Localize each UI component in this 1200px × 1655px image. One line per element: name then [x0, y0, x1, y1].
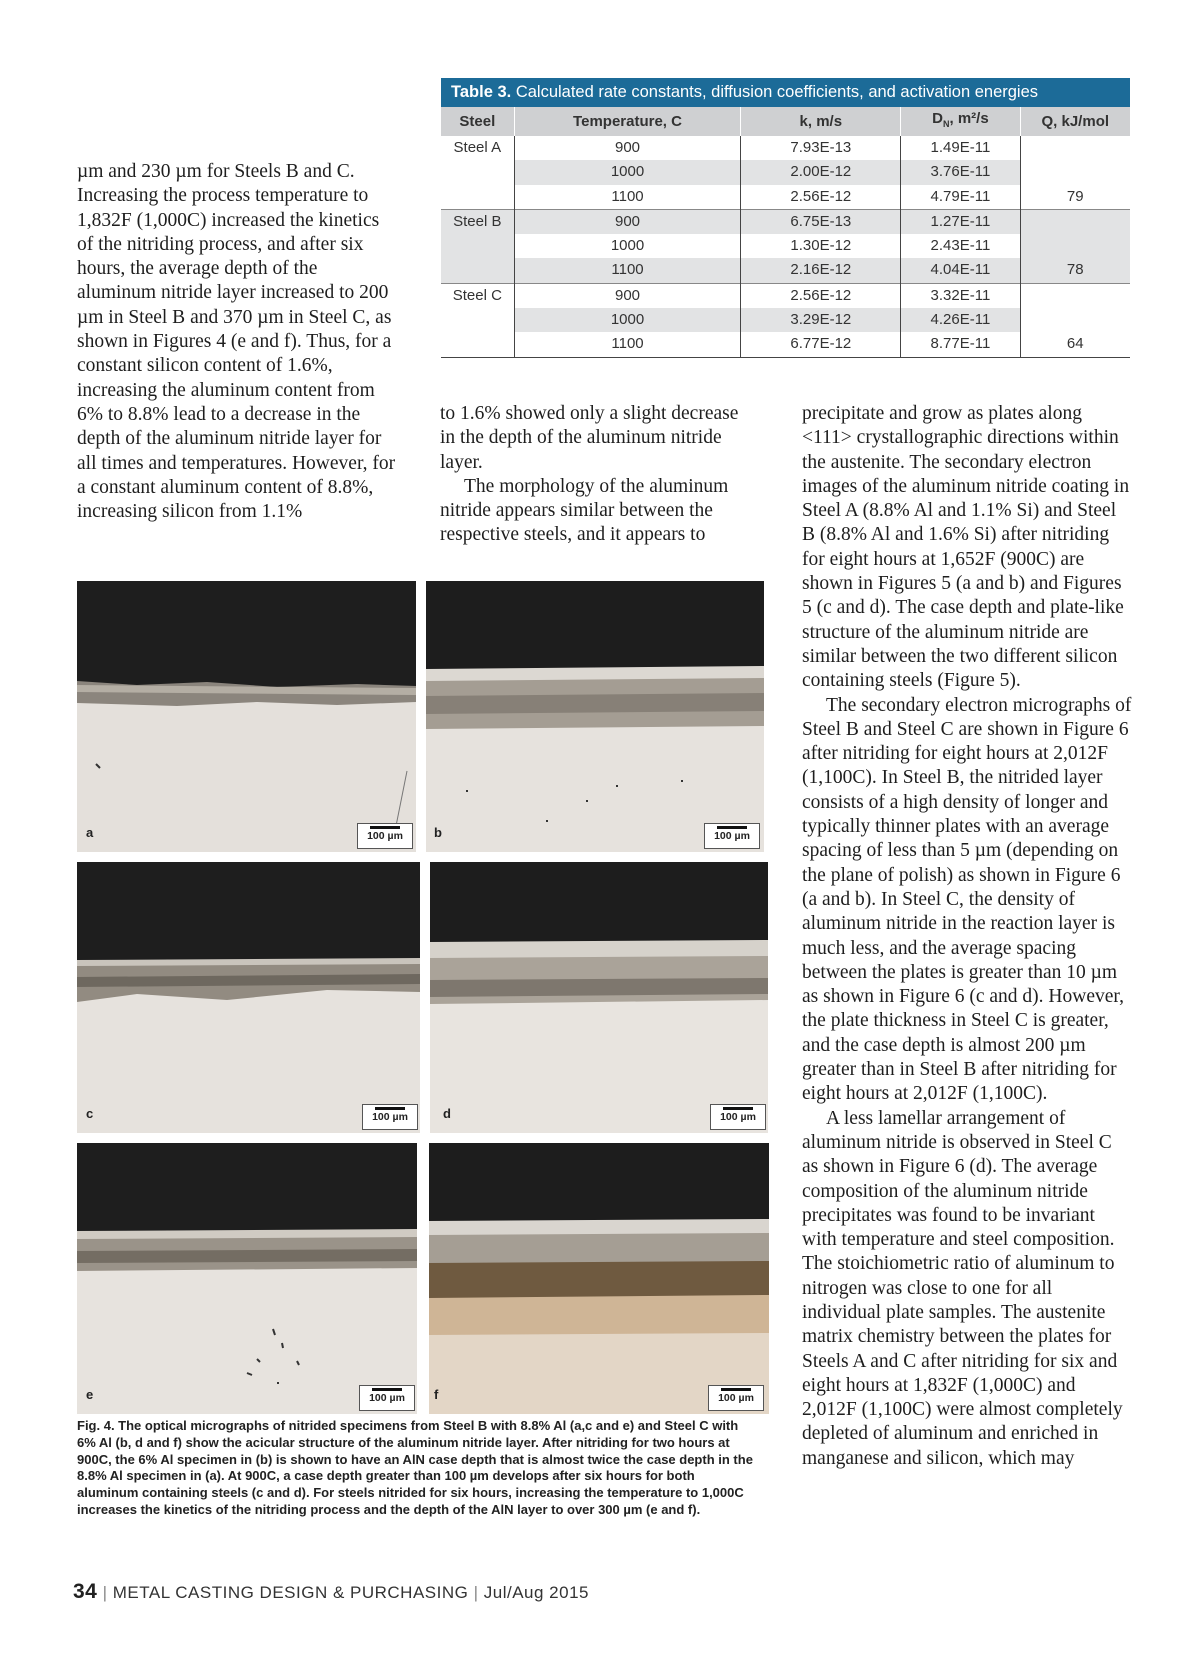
- micrograph-e-image: [77, 1143, 417, 1414]
- micrograph-d: [430, 862, 768, 1133]
- footer-divider: |: [102, 1583, 108, 1602]
- col-header-k: k, m/s: [741, 107, 901, 136]
- panel-label-c: c: [86, 1106, 94, 1121]
- table-row: Steel A 900 7.93E-13 1.49E-11: [441, 136, 1130, 160]
- table-title-text: Calculated rate constants, diffusion coefficients, and activation energies: [515, 83, 1039, 101]
- table-row: 1000 1.30E-12 2.43E-11: [441, 234, 1130, 258]
- paragraph: The morphology of the aluminum nitride appears similar between the respective steels, and it appears to: [440, 475, 729, 546]
- figure-caption: Fig. 4. The optical micrographs of nitrided specimens from Steel B with 8.8% Al (a,c and e) and Steel C with 6% Al (b, d and f) show the acicular structure of the aluminum nitride layer. After nitriding for two hours at 900C, the 6% Al specimen in (b) is shown to have an AlN case depth that is almost twice the case depth in the 8.8% Al specimen in (a). At 900C, a case depth greater than 100 µm develops after six hours for both aluminum containing steels (c and d). For steels nitrided for six hours, increasing the temperature to 1,000C increases the kinetics of the nitriding process and the depth of the AlN layer to over 300 µm (e and f).: [77, 1418, 753, 1517]
- panel-label-e: e: [86, 1387, 94, 1402]
- micrograph-f: [429, 1143, 769, 1414]
- micrograph-f-image: [429, 1143, 769, 1414]
- micrograph-c: [77, 862, 420, 1133]
- col-header-temperature: Temperature, C: [514, 107, 741, 136]
- scale-bar-b: 100 µm: [704, 823, 760, 849]
- page-footer: [73, 1580, 589, 1604]
- paragraph: to 1.6% showed only a slight decrease in the depth of the aluminum nitride layer.: [440, 403, 739, 473]
- micrograph-c-image: [77, 862, 420, 1133]
- paragraph: The secondary electron micrographs of Steel B and Steel C are shown in Figure 6 after nitriding for eight hours at 2,012F (1,100C). In Steel B, the nitrided layer consists of a high density of longer and typically thinner plates with an average spacing of less than 5 µm (depending on the plane of polish) as shown in Figure 6 (a and b). In Steel C, the density of aluminum nitride in the reaction layer is much less, and the average spacing between the plates is greater than 10 µm as shown in Figure 6 (c and d). However, the plate thickness in Steel C is greater, and the case depth is almost 200 µm greater than in Steel B after nitriding for eight hours at 2,012F (1,100C).: [802, 694, 1132, 1105]
- table-row: 1100 6.77E-12 8.77E-11 64: [441, 332, 1130, 357]
- scale-bar-c: 100 µm: [362, 1104, 418, 1130]
- table-row: 1000 3.29E-12 4.26E-11: [441, 308, 1130, 332]
- table-title: [441, 78, 1130, 107]
- panel-label-a: a: [86, 825, 94, 840]
- scale-bar-e: 100 µm: [359, 1385, 415, 1411]
- table-row: 1100 2.16E-12 4.04E-11 78: [441, 258, 1130, 283]
- scale-bar-f: 100 µm: [708, 1385, 764, 1411]
- data-table: [441, 107, 1130, 358]
- table-row: Steel C 900 2.56E-12 3.32E-11: [441, 283, 1130, 308]
- col-header-steel: Steel: [441, 107, 514, 136]
- panel-label-d: d: [443, 1106, 451, 1121]
- scale-bar-a: 100 µm: [357, 823, 413, 849]
- table-row: 1000 2.00E-12 3.76E-11: [441, 160, 1130, 184]
- magazine-title: METAL CASTING DESIGN & PURCHASING: [112, 1583, 469, 1602]
- micrograph-a-image: [77, 581, 416, 852]
- micrograph-b: [426, 581, 764, 852]
- panel-label-b: b: [434, 825, 442, 840]
- micrograph-d-image: [430, 862, 768, 1133]
- paragraph: precipitate and grow as plates along <111> crystallographic directions within the austenite. The secondary electron images of the aluminum nitride coating in Steel A (8.8% Al and 1.1% Si) and Steel B (8.8% Al and 1.6% Si) after nitriding for eight hours at 1,652F (900C) are shown in Figures 5 (a and b) and Figures 5 (c and d). The case depth and plate-like structure of the aluminum nitride are similar between the two different silicon containing steels (Figure 5).: [802, 403, 1130, 692]
- page-number: 34: [73, 1580, 98, 1603]
- paragraph: µm and 230 µm for Steels B and C. Increasing the process temperature to 1,832F (1,000C) increased the kinetics of the nitriding process, and after six hours, the average depth of the aluminum nitride layer increased to 200 µm in Steel B and 370 µm in Steel C, as shown in Figures 4 (e and f). Thus, for a constant silicon content of 1.6%, increasing the aluminum content from 6% to 8.8% lead to a decrease in the depth of the aluminum nitride layer for all times and temperatures. However, for a constant aluminum content of 8.8%, increasing silicon from 1.1%: [77, 161, 396, 523]
- col-header-dn: $D_N$, m²/s: [901, 107, 1020, 136]
- micrograph-b-image: [426, 581, 764, 852]
- footer-divider: |: [473, 1583, 479, 1602]
- table-number: Table 3.: [451, 83, 512, 101]
- micrograph-e: [77, 1143, 417, 1414]
- micrograph-a: [77, 581, 416, 852]
- table-row: Steel B 900 6.75E-13 1.27E-11: [441, 209, 1130, 234]
- col-header-q: Q, kJ/mol: [1020, 107, 1130, 136]
- issue-date: Jul/Aug 2015: [483, 1583, 589, 1602]
- text-column-2: [440, 402, 756, 548]
- text-column-3: [802, 402, 1132, 1471]
- table-row: 1100 2.56E-12 4.79E-11 79: [441, 185, 1130, 210]
- table-3: [441, 78, 1130, 358]
- paragraph: A less lamellar arrangement of aluminum nitride is observed in Steel C as shown in Figure 6 (d). The average composition of the aluminum nitride precipitates was found to be invariant with temperature and steel composition. The stoichiometric ratio of aluminum to nitrogen was close to one for all individual plate samples. The austenite matrix chemistry between the plates for Steels A and C after nitriding for six and eight hours at 1,832F (1,000C) and 2,012F (1,100C) were almost completely depleted of aluminum and enriched in manganese and silicon, which may: [802, 1107, 1123, 1469]
- text-column-1: [77, 160, 397, 524]
- panel-label-f: f: [434, 1387, 439, 1402]
- scale-bar-d: 100 µm: [710, 1104, 766, 1130]
